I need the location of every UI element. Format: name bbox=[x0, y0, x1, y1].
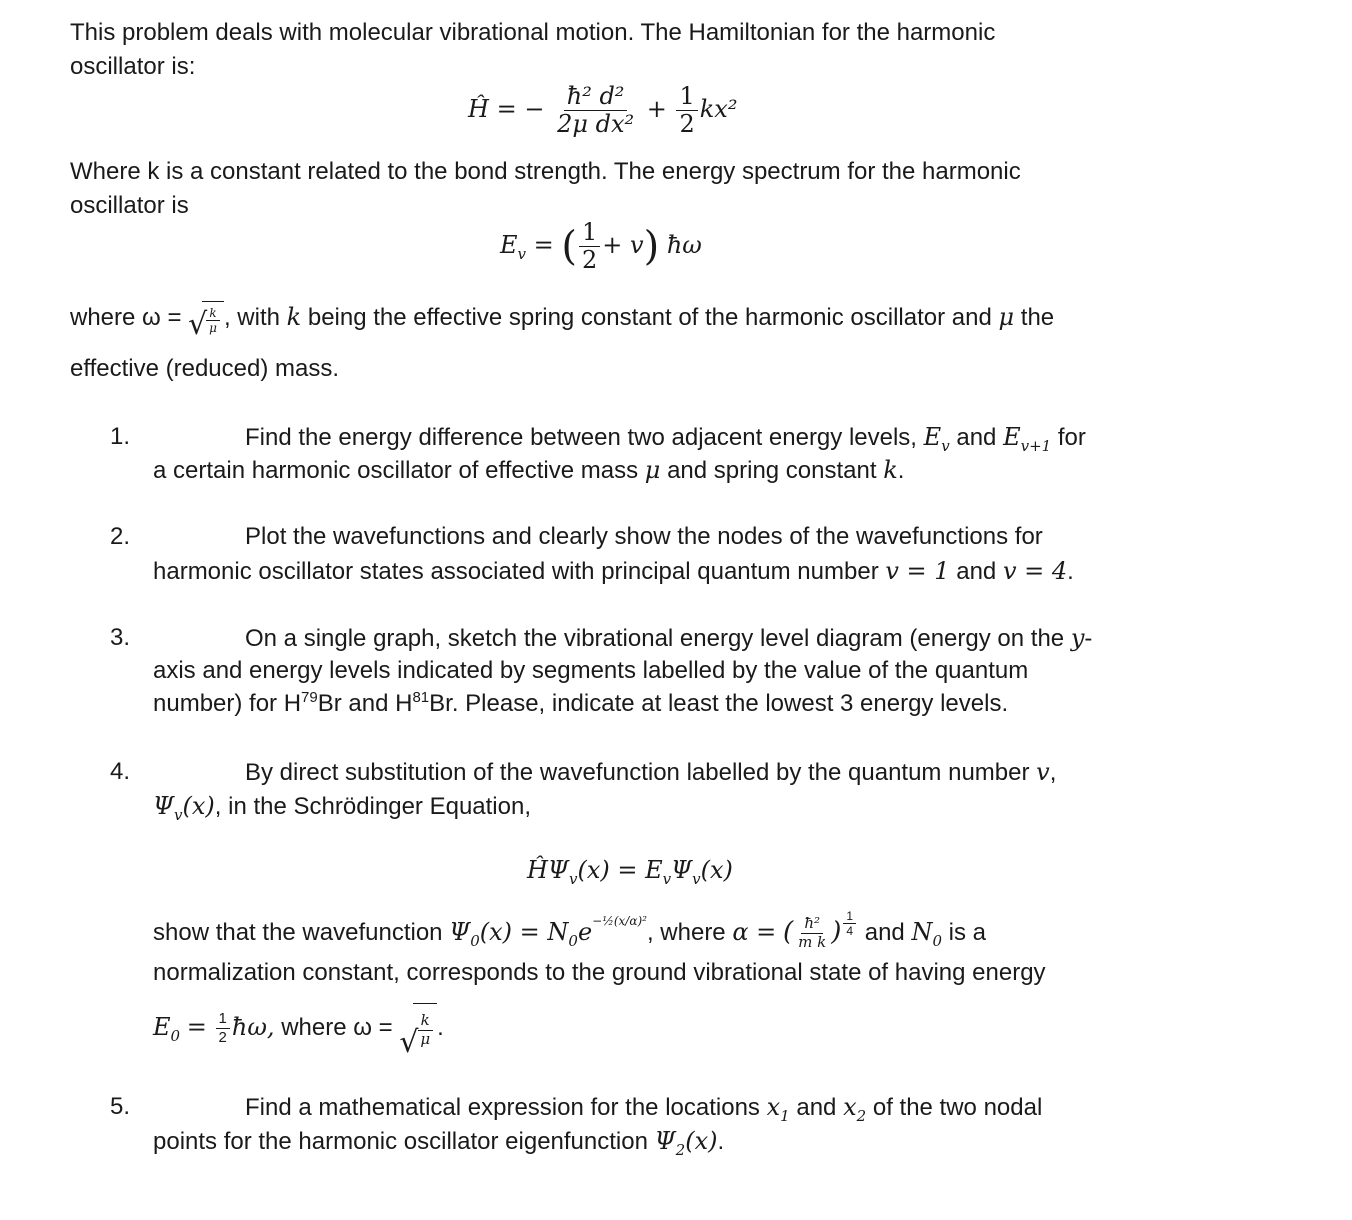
sqrt-k-over-mu-2: √ $\frac{k}{\mu}$ bbox=[399, 1003, 437, 1054]
intro-line-2: oscillator is: bbox=[70, 53, 196, 80]
alpha-fraction: $\frac{\text{ħ²}}{\text{m k}}$ bbox=[798, 914, 827, 952]
q2-line-1: Plot the wavefunctions and clearly show the nodes of the wavefunctions for bbox=[245, 523, 1043, 550]
sqrt-k-over-mu: √ $\frac{k}{\mu}$ bbox=[188, 301, 224, 336]
q3-line-2: axis and energy levels indicated by segments labelled by the value of the quantum bbox=[153, 657, 1029, 684]
q3-line-1: On a single graph, sketch the vibrational energy level diagram (energy on the y- bbox=[245, 624, 1093, 652]
q1-line-1: Find the energy difference between two adjacent energy levels, $E_v$ and $E_{v+1}$ for bbox=[245, 423, 1086, 455]
q4-number: 4. bbox=[110, 758, 131, 785]
hamiltonian-equals: = − bbox=[496, 95, 545, 124]
energy-equation: $E_v$ = ( $\frac{1}{2}$ + v) ħω bbox=[500, 218, 702, 275]
hamiltonian-lhs: Ĥ bbox=[468, 95, 489, 124]
intro-line-1: This problem deals with molecular vibrational motion. The Hamiltonian for the harmonic bbox=[70, 19, 996, 46]
q2-number: 2. bbox=[110, 523, 131, 550]
q4-energy-line: $E_0$ = $\frac{1}{2}$ ħω, where ω = √ $\frac{k}{\mu}$ . bbox=[153, 1002, 444, 1052]
q4-line-2: $\Psi_v(x)$, in the Schrödinger Equation, bbox=[153, 792, 532, 824]
schrodinger-equation: $Ĥ\Psi_v(x) = E_v\Psi_v(x)$ bbox=[527, 856, 733, 888]
para2-line-2: oscillator is bbox=[70, 192, 189, 219]
hamiltonian-equation: Ĥ = − $\frac{\text{ħ² d²}}{\text{2μ dx²}}$ + $\frac{1}{2}$ kx² bbox=[468, 82, 738, 139]
q3-line-3: number) for $H^{79}Br$ and $H^{81}Br$. Please, indicate at least the lowest 3 energy levels. bbox=[153, 689, 1009, 717]
q4-line-1: By direct substitution of the wavefunction labelled by the quantum number v, bbox=[245, 758, 1057, 786]
q5-line-1: Find a mathematical expression for the locations $x_1$ and $x_2$ of the two nodal bbox=[245, 1093, 1043, 1125]
para2-line-1: Where k is a constant related to the bond strength. The energy spectrum for the harmonic bbox=[70, 158, 1021, 185]
q3-number: 3. bbox=[110, 624, 131, 651]
where-omega-line: where ω = √ $\frac{k}{\mu}$ , with k being the effective spring constant of the harmonic oscillator and μ the bbox=[70, 303, 1055, 343]
q4-show-line: show that the wavefunction $\Psi_0(x) = N_0e^{-\frac{1}{2}(x/\alpha)^2}$, where α = ( $\frac{\text{ħ²}}{\text{m k}}$ ) $^{\frac{1}{4}}$ and $N_0$ is a bbox=[153, 908, 987, 952]
q2-line-2: harmonic oscillator states associated with principal quantum number v = 1 and v = 4. bbox=[153, 557, 1074, 585]
q5-line-2: points for the harmonic oscillator eigenfunction $\Psi_2(x)$. bbox=[153, 1127, 725, 1159]
q5-number: 5. bbox=[110, 1093, 131, 1120]
q1-line-2: a certain harmonic oscillator of effective mass μ and spring constant k. bbox=[153, 456, 905, 484]
q1-number: 1. bbox=[110, 423, 131, 450]
hamiltonian-kinetic-fraction: $\frac{\text{ħ² d²}}{\text{2μ dx²}}$ bbox=[557, 82, 635, 139]
hamiltonian-half-fraction: $\frac{1}{2}$ bbox=[676, 84, 697, 137]
q4-normalization-line: normalization constant, corresponds to the ground vibrational state of having energy bbox=[153, 959, 1046, 986]
where-line-2: effective (reduced) mass. bbox=[70, 355, 340, 382]
